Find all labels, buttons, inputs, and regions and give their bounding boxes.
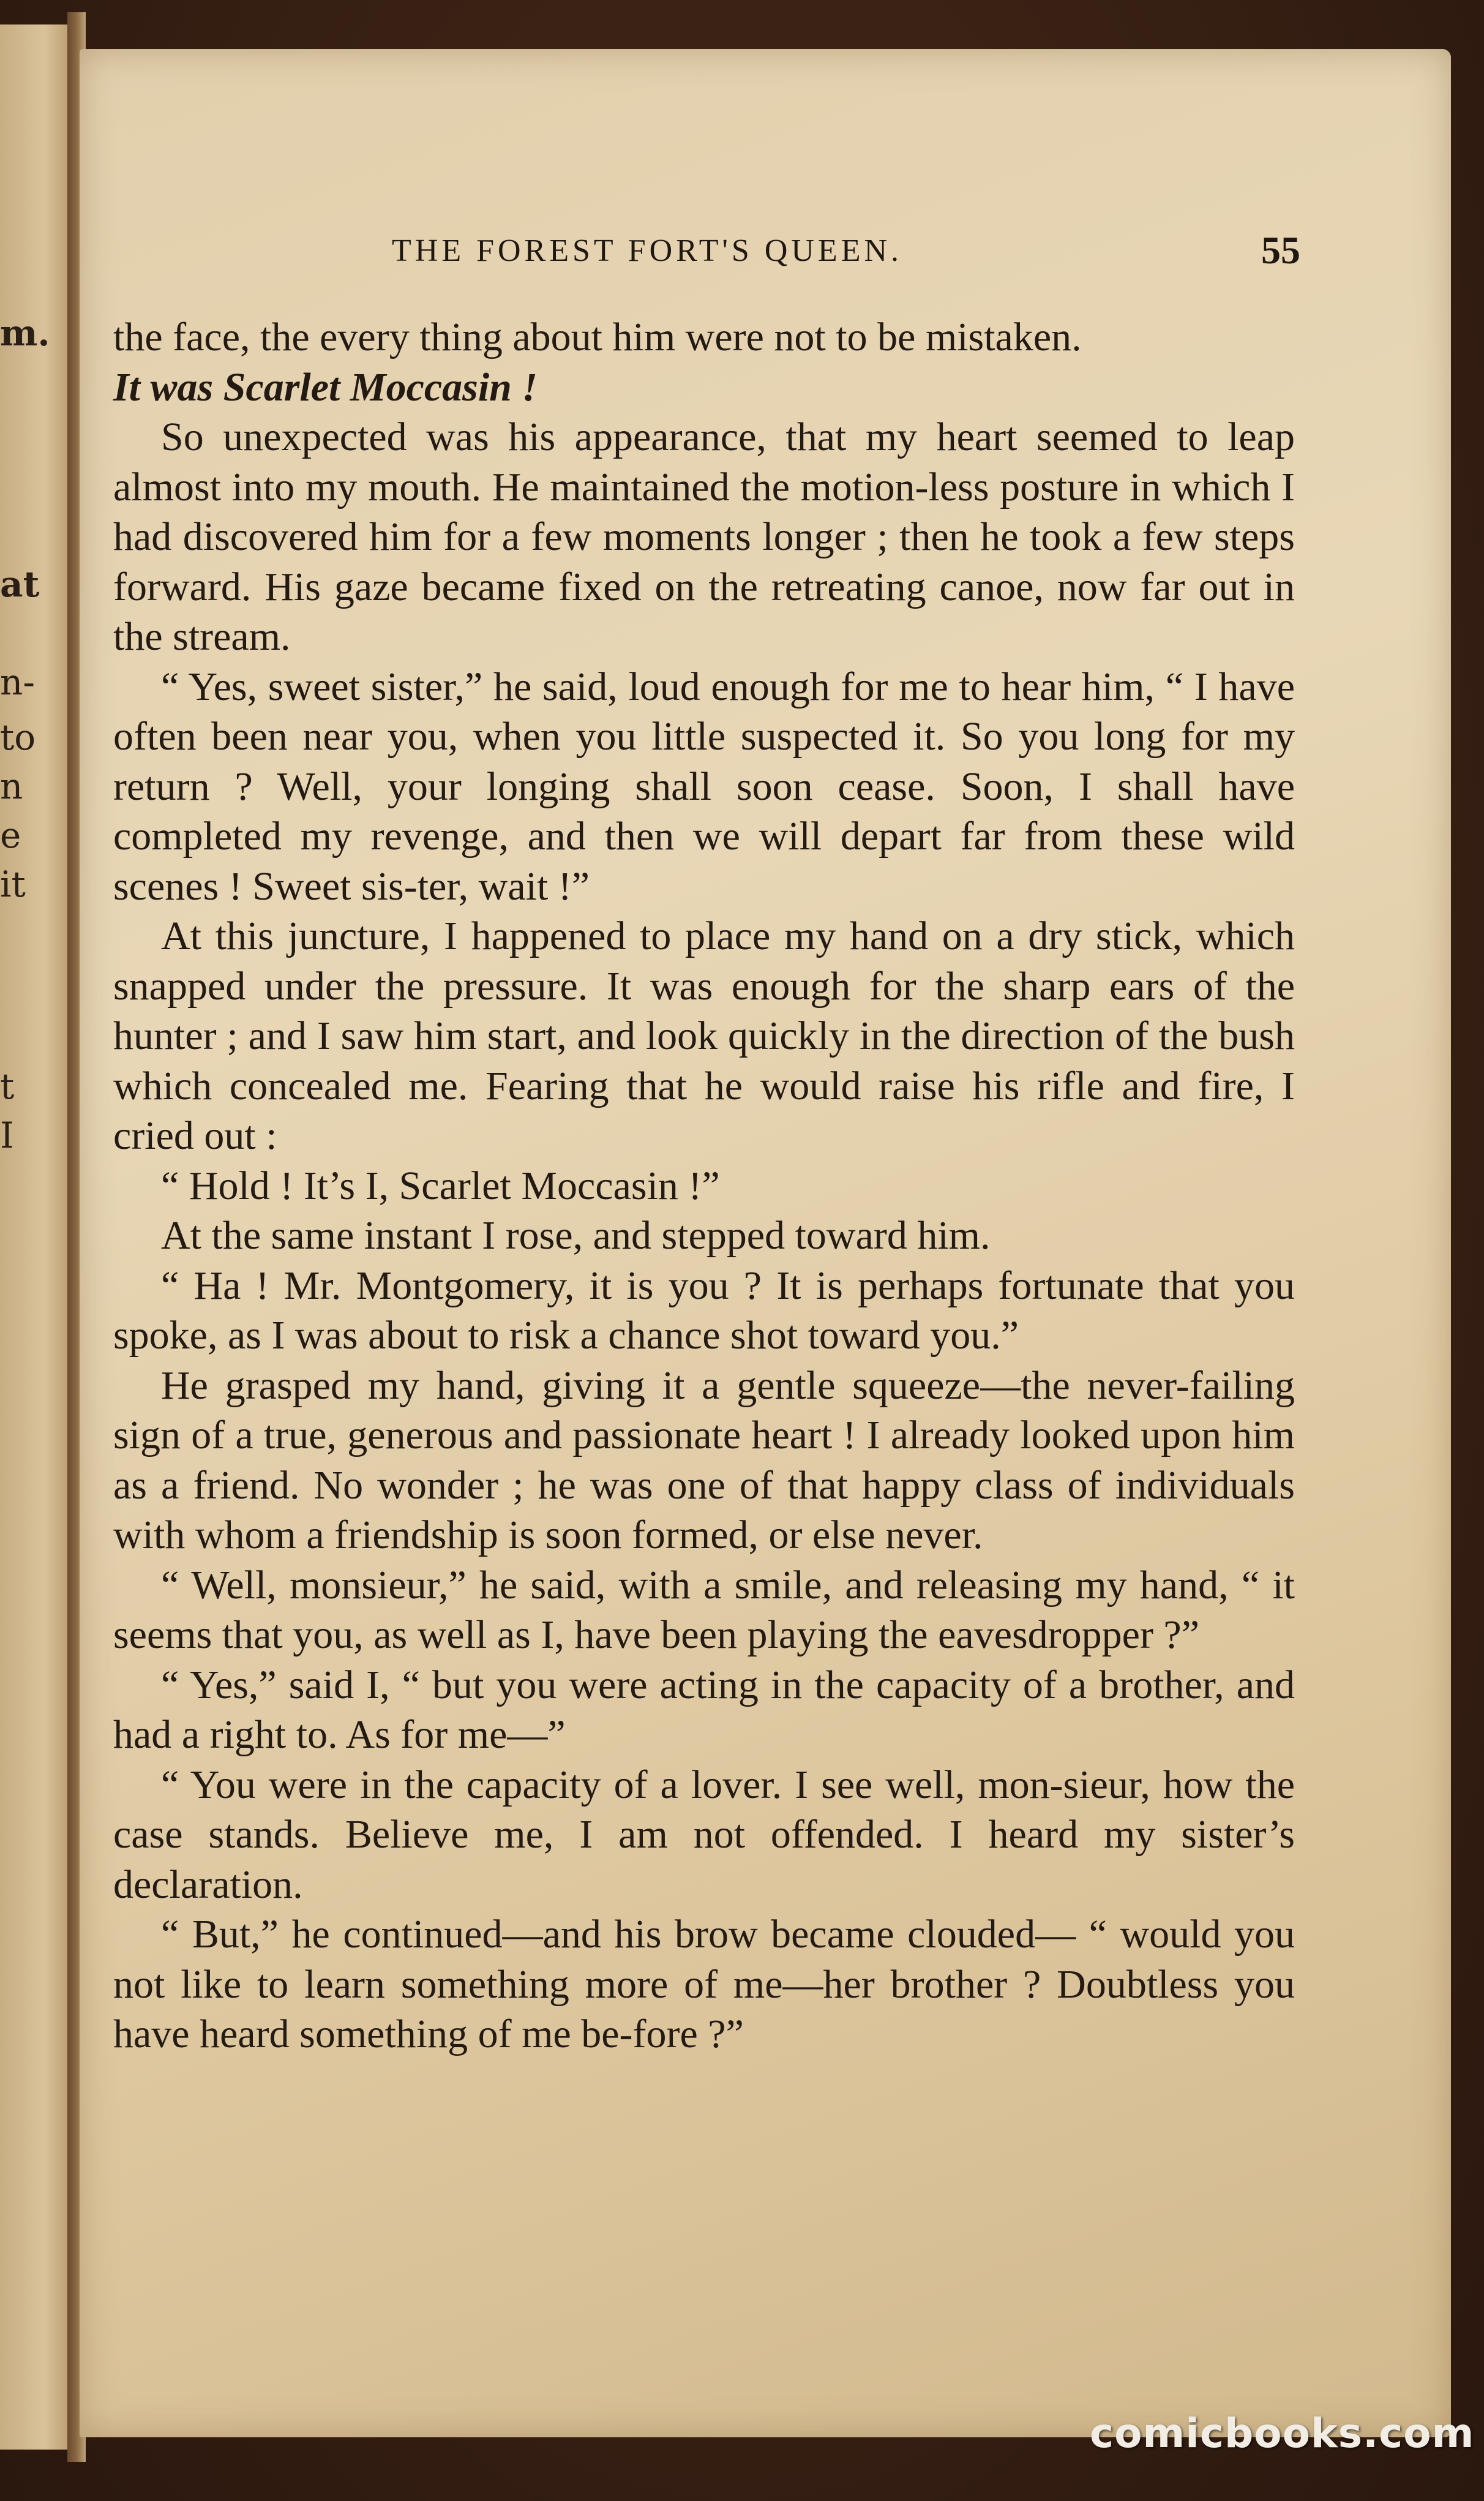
previous-page-fragment: to bbox=[0, 716, 36, 758]
running-head bbox=[80, 228, 1451, 282]
paragraph: “ Yes,” said I, “ but you were acting in the capacity of a brother, and had a right to. As for me—” bbox=[113, 1662, 1295, 1757]
previous-page-fragment: t bbox=[0, 1066, 15, 1107]
paragraph: the face, the every thing about him were not to be mistaken. bbox=[113, 315, 1082, 359]
page-number: 55 bbox=[1261, 228, 1300, 272]
paragraph: He grasped my hand, giving it a gentle squeeze—the never-failing sign of a true, generous and passionate heart ! I already looked upon him as a friend. No wonder ; he was one of that happy class of individuals with whom a friendship is soon formed, or else never. bbox=[113, 1363, 1295, 1557]
paragraph: “ You were in the capacity of a lover. I see well, mon-sieur, how the case stands. Believe me, I am not offended. I heard my sister’s declaration. bbox=[113, 1762, 1295, 1907]
previous-page-fragment: at bbox=[0, 563, 40, 605]
paragraph: “ Well, monsieur,” he said, with a smile, and releasing my hand, “ it seems that you, as well as I, have been playing the eavesdropper ?” bbox=[113, 1562, 1295, 1657]
book-page bbox=[80, 49, 1451, 2437]
previous-page-fragment: e bbox=[0, 814, 21, 856]
site-watermark: comicbooks.com bbox=[1090, 2410, 1475, 2457]
paragraph: At the same instant I rose, and stepped toward him. bbox=[161, 1213, 991, 1258]
paragraph: “ Ha ! Mr. Montgomery, it is you ? It is perhaps fortunate that you spoke, as I was about to risk a chance shot toward you.” bbox=[113, 1263, 1295, 1358]
paragraph: “ But,” he continued—and his brow became clouded— “ would you not like to learn something more of me—her brother ? Doubtless you have heard something of me be-fore ?” bbox=[113, 1912, 1295, 2056]
previous-page-edge bbox=[0, 24, 73, 2450]
previous-page-fragment: n- bbox=[0, 661, 35, 703]
previous-page-fragment: it bbox=[0, 863, 26, 905]
running-title: THE FOREST FORT'S QUEEN. bbox=[392, 233, 903, 268]
previous-page-fragment: m. bbox=[0, 312, 50, 354]
paragraph: So unexpected was his appearance, that my heart seemed to leap almost into my mouth. He maintained the motion-less posture in which I had discovered him for a few moments longer ; then he took a few steps forward. His gaze became fixed on the retreating canoe, now far out in the stream. bbox=[113, 415, 1295, 659]
body-text bbox=[113, 312, 1295, 2059]
previous-page-fragment: n bbox=[0, 765, 23, 807]
paragraph: It was Scarlet Moccasin ! bbox=[113, 364, 538, 410]
paragraph: “ Hold ! It’s I, Scarlet Moccasin !” bbox=[161, 1163, 720, 1208]
previous-page-fragment: I bbox=[0, 1115, 14, 1156]
paragraph: “ Yes, sweet sister,” he said, loud enough for me to hear him, “ I have often been near you, when you little suspected it. So you long for my return ? Well, your longing shall soon cease. Soon, I shall have completed my revenge, and then we will depart far from these wild scenes ! Sweet sis-ter, wait !” bbox=[113, 664, 1295, 909]
paragraph: At this juncture, I happened to place my hand on a dry stick, which snapped under the pressure. It was enough for the sharp ears of the hunter ; and I saw him start, and look quickly in the direction of the bush which concealed me. Fearing that he would raise his rifle and fire, I cried out : bbox=[113, 914, 1295, 1158]
